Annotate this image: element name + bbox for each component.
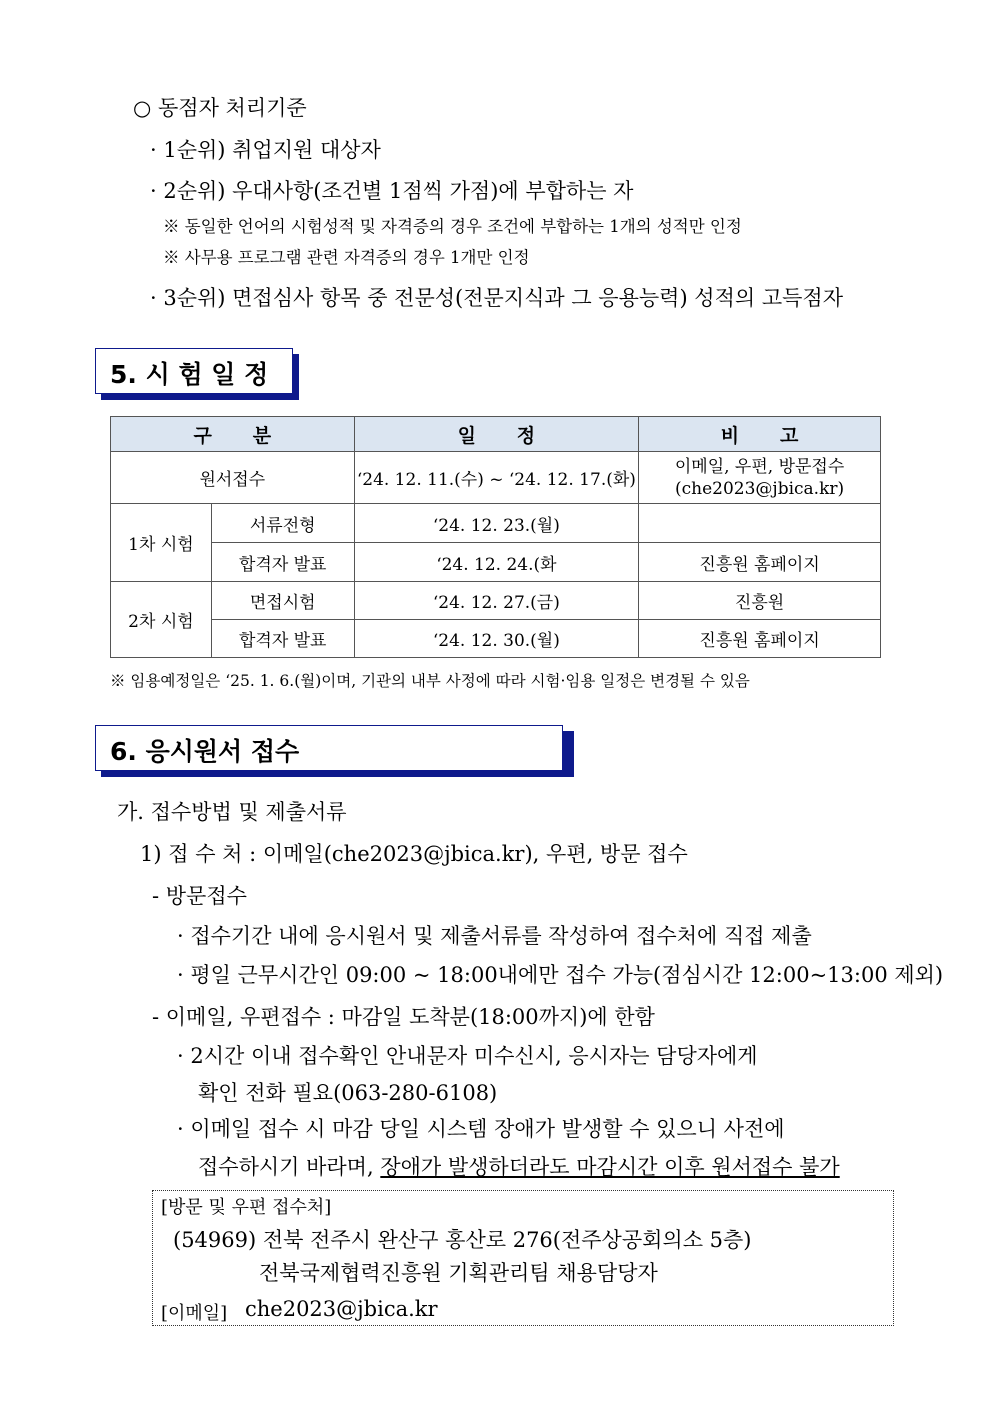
address-label: [방문 및 우편 접수처] — [161, 1197, 332, 1218]
mail-p2b: 접수하시기 바라며, 장애가 발생하더라도 마감시간 이후 원서접수 불가 — [198, 1155, 840, 1179]
tiebreak-heading: ○ 동점자 처리기준 — [133, 96, 307, 120]
section5-title: 5. 시 험 일 정 — [110, 360, 269, 389]
section6-item1: 1) 접 수 처 : 이메일(che2023@jbica.kr), 우편, 방문 접수 — [140, 842, 688, 866]
tiebreak-rank2: · 2순위) 우대사항(조건별 1점씩 가점)에 부합하는 자 — [150, 179, 634, 203]
row-first-pass-label: 합격자 발표 — [211, 543, 354, 582]
row-first-doc-date: ‘24. 12. 23.(월) — [354, 504, 639, 543]
row-second-interview-label: 면접시험 — [211, 582, 354, 620]
table-row — [111, 452, 881, 504]
visit-line-1: · 접수기간 내에 응시원서 및 제출서류를 작성하여 접수처에 직접 제출 — [177, 924, 812, 948]
row-apply-date: ‘24. 12. 11.(수) ~ ‘24. 12. 17.(화) — [354, 452, 639, 504]
table-row — [111, 620, 881, 658]
row-first-pass-note: 진흥원 홈페이지 — [639, 543, 881, 582]
mail-p1a: · 2시간 이내 접수확인 안내문자 미수신시, 응시자는 담당자에게 — [177, 1044, 758, 1068]
table-row — [111, 543, 881, 582]
row-first-pass-date: ‘24. 12. 24.(화 — [354, 543, 639, 582]
tiebreak-rank1: · 1순위) 취업지원 대상자 — [150, 138, 381, 162]
address-box — [152, 1190, 894, 1326]
address-line2: 전북국제협력진흥원 기획관리팀 채용담당자 — [259, 1261, 658, 1285]
section6-title: 6. 응시원서 접수 — [110, 737, 300, 766]
mail-p1b: 확인 전화 필요(063-280-6108) — [198, 1081, 498, 1105]
row-second-pass-note: 진흥원 홈페이지 — [639, 620, 881, 658]
table-header-row — [111, 417, 881, 452]
row-second-pass-label: 합격자 발표 — [211, 620, 354, 658]
email-label: [이메일] — [161, 1303, 228, 1324]
mail-warning-underlined: 장애가 발생하더라도 마감시간 이후 원서접수 불가 — [380, 1155, 840, 1179]
row-apply-note: 이메일, 우편, 방문접수 (che2023@jbica.kr) — [639, 452, 881, 504]
row-second-pass-date: ‘24. 12. 30.(월) — [354, 620, 639, 658]
row-second-interview-date: ‘24. 12. 27.(금) — [354, 582, 639, 620]
row-first-doc-note — [639, 504, 881, 543]
mail-heading: - 이메일, 우편접수 : 마감일 도착분(18:00까지)에 한함 — [152, 1005, 655, 1029]
visit-heading: - 방문접수 — [152, 884, 247, 908]
mail-p2a: · 이메일 접수 시 마감 당일 시스템 장애가 발생할 수 있으니 사전에 — [177, 1117, 785, 1141]
address-line1: (54969) 전북 전주시 완산구 홍산로 276(전주상공회의소 5층) — [173, 1228, 752, 1252]
header-category: 구 분 — [111, 417, 355, 452]
email-value: che2023@jbica.kr — [245, 1297, 438, 1321]
row-first-label: 1차 시험 — [111, 504, 212, 582]
table-row — [111, 504, 881, 543]
table-row — [111, 582, 881, 620]
row-second-interview-note: 진흥원 — [639, 582, 881, 620]
schedule-table — [110, 416, 881, 658]
header-note: 비 고 — [639, 417, 881, 452]
row-second-label: 2차 시험 — [111, 582, 212, 658]
visit-line-2: · 평일 근무시간인 09:00 ~ 18:00내에만 접수 가능(점심시간 12:00~13:00 제외) — [177, 963, 944, 987]
row-apply-label: 원서접수 — [111, 452, 355, 504]
row-first-doc-label: 서류전형 — [211, 504, 354, 543]
section6-sub-a: 가. 접수방법 및 제출서류 — [117, 800, 347, 824]
header-date: 일 정 — [354, 417, 639, 452]
schedule-footnote: ※ 임용예정일은 ‘25. 1. 6.(월)이며, 기관의 내부 사정에 따라 시험·임용 일정은 변경될 수 있음 — [110, 672, 750, 690]
tiebreak-note-language: ※ 동일한 언어의 시험성적 및 자격증의 경우 조건에 부합하는 1개의 성적만 인정 — [163, 217, 742, 236]
tiebreak-note-office: ※ 사무용 프로그램 관련 자격증의 경우 1개만 인정 — [163, 248, 530, 267]
tiebreak-rank3: · 3순위) 면접심사 항목 중 전문성(전문지식과 그 응용능력) 성적의 고득점자 — [150, 286, 843, 310]
